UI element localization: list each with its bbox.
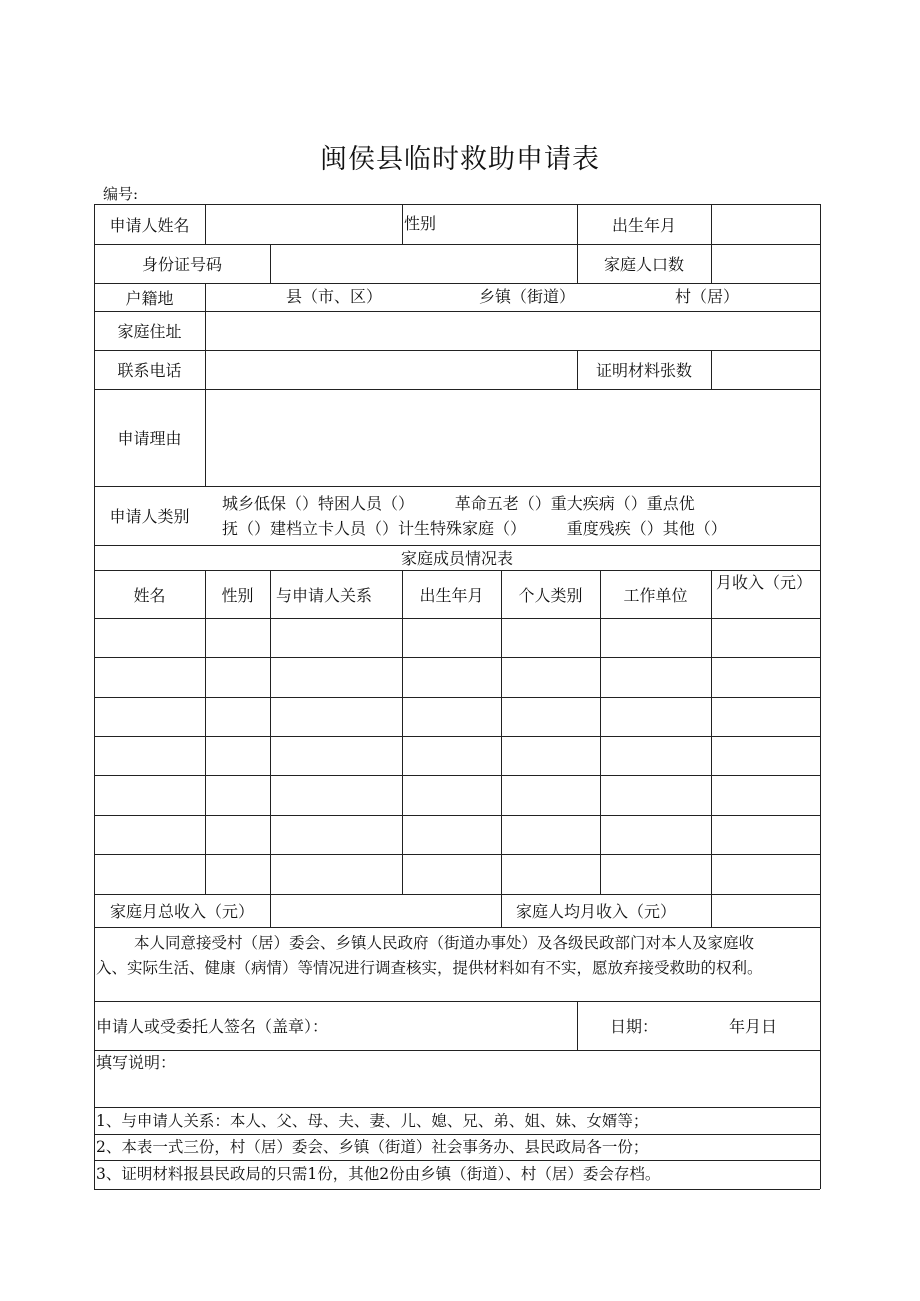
grid-line xyxy=(94,1050,820,1051)
grid-line xyxy=(94,1134,820,1135)
total-income-field[interactable] xyxy=(271,895,501,927)
table-row[interactable] xyxy=(95,737,820,775)
family-header-relation: 与申请人关系 xyxy=(275,585,372,605)
gender-field[interactable] xyxy=(440,205,577,244)
family-section-title: 家庭成员情况表 xyxy=(400,549,513,568)
family-header-name: 姓名 xyxy=(133,585,166,605)
address-field[interactable] xyxy=(206,312,820,350)
township-label: 乡镇（街道） xyxy=(479,287,576,306)
household-size-label: 家庭人口数 xyxy=(603,255,684,274)
id-number-label: 身份证号码 xyxy=(141,255,222,274)
phone-field[interactable] xyxy=(206,351,577,389)
family-header-gender: 性别 xyxy=(221,585,254,605)
table-row[interactable] xyxy=(95,855,820,894)
grid-line xyxy=(94,1160,820,1161)
note-item: 3、证明材料报县民政局的只需1份，其他2份由乡镇（街道）、村（居）委会存档。 xyxy=(96,1165,661,1183)
total-income-label: 家庭月总收入（元） xyxy=(109,902,254,921)
table-row[interactable] xyxy=(95,816,820,854)
table-row[interactable] xyxy=(95,658,820,697)
category-label: 申请人类别 xyxy=(109,507,190,526)
notes-title: 填写说明： xyxy=(96,1053,177,1072)
note-item: 2、本表一式三份，村（居）委会、乡镇（街道）社会事务办、县民政局各一份； xyxy=(96,1138,649,1156)
phone-label: 联系电话 xyxy=(117,361,182,380)
applicant-name-field[interactable] xyxy=(206,205,402,244)
category-options-line2[interactable]: 抚（）建档立卡人员（）计生特殊家庭（） 重度残疾（）其他（） xyxy=(222,519,727,538)
id-number-field[interactable] xyxy=(271,245,577,283)
signature-label: 申请人或受委托人签名（盖章）： xyxy=(96,1017,329,1036)
family-header-category: 个人类别 xyxy=(518,585,583,605)
per-capita-income-label: 家庭人均月收入（元） xyxy=(515,902,676,921)
family-header-birth: 出生年月 xyxy=(419,585,484,605)
gender-label: 性别 xyxy=(404,214,437,233)
grid-line xyxy=(402,204,403,244)
signature-field[interactable] xyxy=(340,1002,577,1050)
family-header-income: 月收入（元） xyxy=(716,573,813,592)
county-label: 县（市、区） xyxy=(286,287,383,306)
grid-line xyxy=(94,1107,820,1108)
per-capita-income-field[interactable] xyxy=(712,895,820,927)
address-label: 家庭住址 xyxy=(117,322,182,341)
declaration-line1: 本人同意接受村（居）委会、乡镇人民政府（街道办事处）及各级民政部门对本人及家庭收 xyxy=(134,934,755,952)
family-header-employer: 工作单位 xyxy=(623,585,688,605)
category-options-line1[interactable]: 城乡低保（）特困人员（） 革命五老（）重大疾病（）重点优 xyxy=(222,494,695,513)
reason-field[interactable] xyxy=(206,390,820,486)
serial-number-label: 编号: xyxy=(103,185,139,203)
grid-line xyxy=(820,204,821,1189)
birth-date-label: 出生年月 xyxy=(611,215,676,235)
birth-date-field[interactable] xyxy=(712,205,820,244)
date-label: 日期： xyxy=(610,1017,659,1036)
page-title: 闽侯县临时救助申请表 xyxy=(320,144,600,175)
table-row[interactable] xyxy=(95,619,820,657)
proof-count-field[interactable] xyxy=(712,351,820,389)
note-item: 1、与申请人关系：本人、父、母、夫、妻、儿、媳、兄、弟、姐、妹、女婿等； xyxy=(96,1112,649,1130)
household-size-field[interactable] xyxy=(712,245,820,283)
date-value[interactable]: 年月日 xyxy=(729,1017,778,1036)
reason-label: 申请理由 xyxy=(117,429,182,448)
applicant-name-label: 申请人姓名 xyxy=(109,215,190,235)
grid-line xyxy=(577,1001,578,1050)
table-row[interactable] xyxy=(95,776,820,815)
residence-label: 户籍地 xyxy=(125,288,174,308)
declaration-line2: 入、实际生活、健康（病情）等情况进行调查核实，提供材料如有不实，愿放弃接受救助的权利。 xyxy=(96,959,763,977)
table-row[interactable] xyxy=(95,698,820,736)
village-label: 村（居） xyxy=(675,287,740,306)
grid-line xyxy=(94,1189,820,1190)
proof-count-label: 证明材料张数 xyxy=(595,361,692,380)
grid-line xyxy=(94,927,820,928)
